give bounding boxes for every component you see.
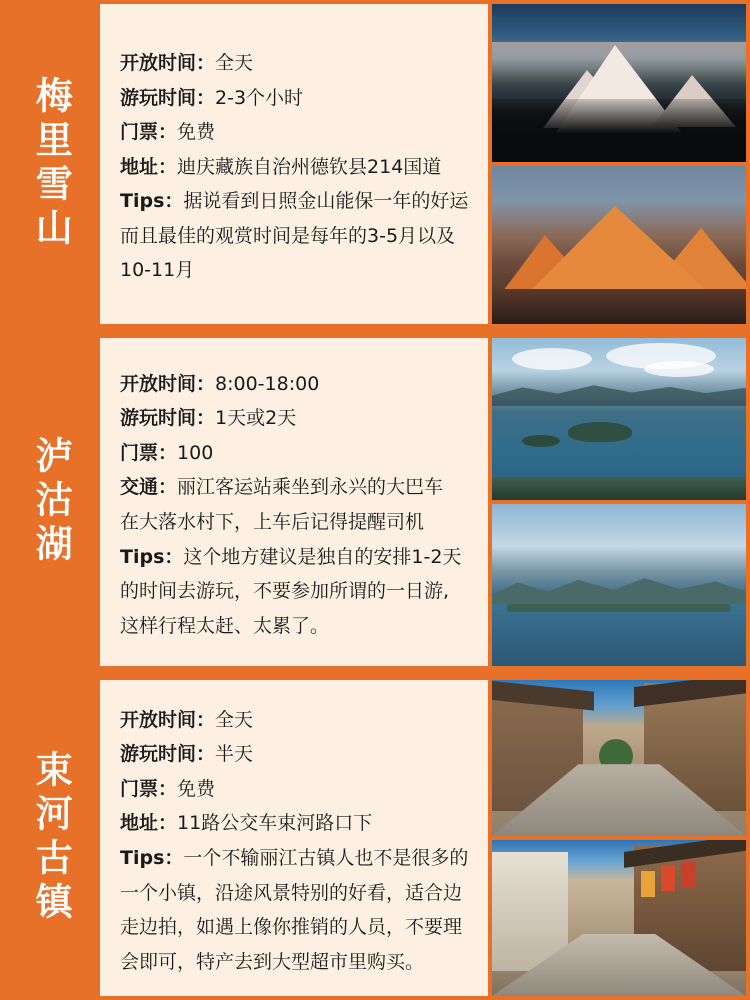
detail-label: Tips： [120, 190, 184, 213]
photo-peninsula [507, 604, 731, 612]
detail-value: 11路公交车束河路口下 [177, 812, 373, 835]
photo-island [568, 422, 632, 442]
detail-line [120, 540, 474, 575]
detail-line [120, 505, 474, 540]
photo-water [492, 604, 746, 666]
detail-value: 8:00-18:00 [215, 372, 320, 395]
detail-line [120, 253, 474, 288]
detail-line [120, 841, 474, 876]
photo-mountain-ridge [492, 380, 746, 406]
detail-label: Tips： [120, 846, 184, 869]
detail-value: 2-3个小时 [215, 86, 304, 109]
destination-title-text: 泸沽湖 [29, 435, 73, 568]
detail-label: 游玩时间： [120, 407, 216, 430]
destination-card-shuhe [0, 676, 750, 1000]
destination-details-shuhe [100, 680, 492, 996]
detail-label: 开放时间： [120, 51, 216, 74]
photo-shuhe-alley-sunny [492, 680, 746, 836]
photo-meili-golden-mountain [492, 166, 746, 324]
detail-line [120, 219, 474, 254]
detail-label: 门票： [120, 777, 178, 800]
detail-line [120, 876, 474, 911]
detail-value: 这个地方建议是独自的安排1-2天 [183, 545, 462, 568]
detail-value: 1天或2天 [215, 407, 297, 430]
detail-label: Tips： [120, 545, 184, 568]
detail-line [120, 910, 474, 945]
destination-card-lugu [0, 334, 750, 670]
detail-line [120, 737, 474, 772]
detail-value: 全天 [215, 708, 254, 731]
destination-details-lugu [100, 338, 492, 666]
photo-cloud [512, 348, 592, 370]
photo-shuhe-street-flags [492, 840, 746, 996]
detail-label: 门票： [120, 441, 178, 464]
detail-value: 全天 [215, 51, 254, 74]
detail-value: 一个不输丽江古镇人也不是很多的 [183, 846, 469, 869]
destination-photos-meili [492, 4, 746, 324]
photo-shore [492, 477, 746, 500]
detail-line [120, 703, 474, 738]
detail-value: 半天 [215, 743, 254, 766]
detail-value: 走边拍，如遇上像你推销的人员，不要理 [120, 916, 463, 939]
detail-line [120, 184, 474, 219]
destination-title-text: 束河古镇 [29, 749, 73, 926]
detail-label: 地址： [120, 155, 178, 178]
detail-label: 开放时间： [120, 708, 216, 731]
destination-details-meili [100, 4, 492, 324]
detail-value: 100 [177, 441, 214, 464]
detail-value: 丽江客运站乘坐到永兴的大巴车 [177, 476, 444, 499]
detail-line [120, 81, 474, 116]
detail-value: 这样行程太赶、太累了。 [120, 614, 330, 637]
detail-label: 游玩时间： [120, 743, 216, 766]
detail-line [120, 945, 474, 980]
detail-line [120, 150, 474, 185]
detail-value: 的时间去游玩，不要参加所谓的一日游, [120, 580, 450, 603]
detail-value: 在大落水村下，上车后记得提醒司机 [120, 510, 425, 533]
destination-card-meili [0, 0, 750, 328]
detail-value: 迪庆藏族自治州德钦县214国道 [177, 155, 442, 178]
detail-label: 游玩时间： [120, 86, 216, 109]
detail-line [120, 470, 474, 505]
detail-value: 免费 [177, 121, 216, 144]
detail-line [120, 436, 474, 471]
destination-title-lugu [4, 338, 100, 666]
detail-line [120, 772, 474, 807]
photo-peak-main [519, 206, 719, 302]
detail-label: 交通： [120, 476, 178, 499]
detail-value: 据说看到日照金山能保一年的好运 [183, 190, 469, 213]
photo-foreground [492, 289, 746, 324]
detail-value: 会即可，特产去到大型超市里购买。 [120, 950, 425, 973]
detail-label: 开放时间： [120, 372, 216, 395]
detail-line [120, 115, 474, 150]
photo-banner [681, 862, 695, 888]
detail-value: 10-11月 [120, 259, 195, 282]
photo-cloud [644, 361, 714, 377]
destination-title-text: 梅里雪山 [29, 76, 73, 252]
photo-island-small [522, 435, 560, 447]
photo-foreground [492, 99, 746, 162]
detail-value: 免费 [177, 777, 216, 800]
detail-label: 地址： [120, 812, 178, 835]
photo-banner [641, 871, 655, 897]
destination-title-meili [4, 4, 100, 324]
destination-photos-shuhe [492, 680, 746, 996]
photo-lugu-lake-hills [492, 504, 746, 666]
detail-line [120, 806, 474, 841]
photo-banner [661, 865, 675, 891]
detail-label: 门票： [120, 121, 178, 144]
destination-title-shuhe [4, 680, 100, 996]
photo-meili-snow-peak-dawn [492, 4, 746, 162]
photo-hills [492, 566, 746, 608]
detail-line [120, 46, 474, 81]
detail-value: 而且最佳的观赏时间是每年的3-5月以及 [120, 224, 456, 247]
destination-photos-lugu [492, 338, 746, 666]
detail-value: 一个小镇，沿途风景特别的好看，适合边 [120, 881, 463, 904]
detail-line [120, 401, 474, 436]
detail-line [120, 574, 474, 609]
detail-line [120, 367, 474, 402]
photo-lugu-lake-island [492, 338, 746, 500]
detail-line [120, 609, 474, 644]
